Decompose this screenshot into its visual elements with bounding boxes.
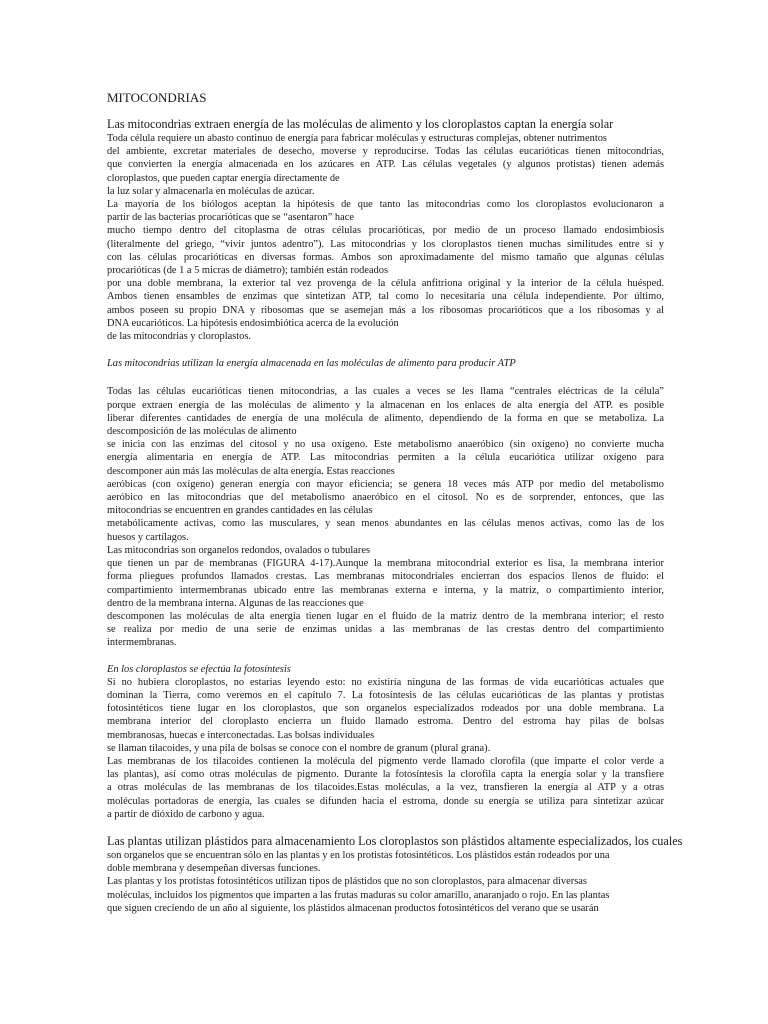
text-line: se realiza por medio de una serie de enzimas unidas a las membranas de las crestas dentro del compartimiento bbox=[107, 624, 664, 636]
text-line: DNA eucarióticos. La hipótesis endosimbiótica acerca de la evolución bbox=[107, 317, 399, 329]
text-line: se inicia con las enzimas del citosol y no usa oxígeno. Este metabolismo anaeróbico (sin oxígeno) no convierte mucha bbox=[107, 439, 664, 451]
text-line: La mayoría de los biólogos aceptan la hipótesis de que tanto las mitocondrias como los cloroplastos evolucionaron a bbox=[107, 199, 664, 211]
text-line: por una doble membrana, la exterior tal vez provenga de la célula anfitriona original y la interior de la célula huésped. bbox=[107, 278, 664, 290]
text-line: doble membrana y desempeñan diversas funciones. bbox=[107, 863, 321, 875]
text-line: moléculas portadoras de energía, las cuales se difunden hacia el estroma, donde su energía se utiliza para sintetizar azúcar bbox=[107, 795, 664, 807]
section-s4 bbox=[107, 663, 664, 821]
section-s2 bbox=[107, 357, 664, 370]
text-line: descomposición de las moléculas de alimento bbox=[107, 426, 297, 438]
page-title: MITOCONDRIAS bbox=[107, 90, 207, 105]
text-line: (literalmente del griego, “vivir juntos adentro”). Las mitocondrias y los cloroplastos tienen muchas similitudes entre sí y bbox=[107, 238, 664, 250]
section-s3 bbox=[107, 385, 664, 649]
text-line: Toda célula requiere un abasto continuo de energía para fabricar moléculas y estructuras complejas, obtener nutrimentos bbox=[107, 133, 607, 144]
section-heading: En los cloroplastos se efectúa la fotosíntesis bbox=[107, 663, 291, 675]
text-line: liberar diferentes cantidades de energía de una molécula de alimento, dependiendo de la forma en que se metaboliza. La bbox=[107, 412, 664, 424]
text-line: Las mitocondrias son organelos redondos, ovalados o tubulares bbox=[107, 544, 370, 556]
text-line: forma pliegues profundos llamados crestas. Las membranas mitocondriales encierran dos espacios llenos de fluido: el bbox=[107, 571, 664, 583]
text-line: compartimiento intermembranas ubicado entre las membranas externa e interna, y la matriz, o compartimiento interior, bbox=[107, 584, 664, 596]
text-line: membrana interior del cloroplasto encierra un fluido llamado estroma. Dentro del estroma hay pilas de bolsas bbox=[107, 716, 664, 728]
text-line: dentro de la membrana interna. Algunas de las reacciones que bbox=[107, 597, 364, 609]
text-line: descomponer aún más las moléculas de alta energía. Estas reacciones bbox=[107, 465, 395, 477]
text-line: con las células procarióticas en diversas formas. Ambos son aproximadamente del mismo tamaño que algunas células bbox=[107, 251, 664, 263]
document-body bbox=[107, 117, 683, 915]
text-line: mitocondrias se encuentren en grandes cantidades en las células bbox=[107, 505, 373, 517]
text-line: Las membranas de los tilacoides contienen la molécula del pigmento verde llamado clorofila (que imparte el color verde a bbox=[107, 755, 664, 767]
text-line: intermembranas. bbox=[107, 637, 177, 649]
text-line: energía alimentaria en energía de ATP. Las mitocondrias permiten a la célula eucariótica utilizar oxígeno para bbox=[107, 452, 664, 464]
text-line: porque extraen energía de las moléculas de alimento y la almacenan en los enlaces de alta energía del ATP. es posible bbox=[107, 399, 664, 411]
text-line: Las plantas y los protistas fotosintéticos utilizan tipos de plástidos que no son cloroplastos, para almacenar diversas bbox=[107, 876, 587, 888]
text-line: ambos poseen su propio DNA y ribosomas que se asemejan más a los ribosomas procarióticos que a los ribosomas y al bbox=[107, 304, 664, 316]
text-line: que convierten la energía almacenada en los azúcares en ATP. Las células vegetales (y algunos protistas) tienen además bbox=[107, 159, 664, 171]
text-line: se llaman tilacoides, y una pila de bolsas se conoce con el nombre de granum (plural grana). bbox=[107, 742, 491, 754]
section-heading: Las mitocondrias extraen energía de las moléculas de alimento y los cloroplastos captan la energía solar bbox=[107, 117, 614, 131]
text-line: moléculas, incluidos los pigmentos que imparten a las frutas maduras su color amarillo, anaranjado o rojo. En las plantas bbox=[107, 889, 610, 901]
text-line: de las mitocondrias y cloroplastos. bbox=[107, 331, 251, 343]
text-line: dominan la Tierra, como veremos en el capítulo 7. La fotosíntesis de las células eucarióticas de las plantas y protistas bbox=[107, 689, 664, 701]
section-s1 bbox=[107, 117, 664, 343]
section-gap bbox=[107, 370, 664, 385]
text-line: Ambos tienen ensambles de enzimas que sintetizan ATP, tal como lo necesitaría una célula independiente. Por último, bbox=[107, 291, 664, 303]
text-line: a otras moléculas de las membranas de los tilacoides.Estas moléculas, a la vez, transfieren la energía al ATP y a otras bbox=[107, 782, 664, 794]
text-line: Todas las células eucarióticas tienen mitocondrias, a las cuales a veces se les llama “centrales eléctricas de la célula” bbox=[107, 386, 664, 398]
text-line: huesos y cartílagos. bbox=[107, 531, 189, 543]
text-line: fotosintéticos tiene lugar en los cloroplastos, que son organelos especializados rodeados por una doble membrana. La bbox=[107, 703, 664, 715]
text-line: del ambiente, excretar materiales de desecho, moverse y reproducirse. Todas las células eucarióticas tienen mitocondrias, bbox=[107, 146, 664, 158]
section-heading: Las plantas utilizan plástidos para almacenamiento Los cloroplastos son plástidos altamente especializados, los cuales bbox=[107, 833, 683, 848]
text-line: cloroplastos, que pueden captar energía directamente de bbox=[107, 172, 340, 184]
text-line: aeróbico en las mitocondrias que del metabolismo anaeróbico en el citosol. No es de sorprender, entonces, que las bbox=[107, 492, 664, 504]
text-line: las plantas), así como otras moléculas de pigmento. Durante la fotosíntesis la clorofila capta la energía solar y la transfiere bbox=[107, 769, 664, 781]
section-gap bbox=[107, 821, 664, 834]
text-line: procarióticas (de 1 a 5 micras de diámetro); también están rodeados bbox=[107, 265, 389, 277]
section-gap bbox=[107, 650, 664, 663]
text-line: a partir de dióxido de carbono y agua. bbox=[107, 808, 265, 820]
text-line: partir de las bacterias procarióticas que se “asentaron” hace bbox=[107, 212, 354, 224]
text-line: son organelos que se encuentran sólo en las plantas y en los protistas fotosintéticos. Los plástidos están rodeados por una bbox=[107, 849, 610, 861]
text-line: mucho tiempo dentro del citoplasma de otras células procarióticas, por medio de un proceso llamado endosimbiosis bbox=[107, 225, 664, 237]
text-line: que tienen un par de membranas (FIGURA 4-17).Aunque la membrana mitocondrial exterior es lisa, la membrana interior bbox=[107, 558, 664, 570]
text-line: Si no hubiera cloroplastos, no estarías leyendo esto: no existiría ninguna de las formas de vida eucarióticas actuales que bbox=[107, 676, 664, 688]
section-gap bbox=[107, 343, 664, 357]
text-line: la luz solar y almacenarla en moléculas de azúcar. bbox=[107, 185, 315, 197]
text-line: descomponen las moléculas de alta energía tienen lugar en el fluido de la matriz dentro de la membrana interior; el resto bbox=[107, 610, 664, 622]
text-line: aeróbicas (con oxígeno) generan energía con mayor eficiencia; se genera 18 veces más ATP por medio del metabolismo bbox=[107, 478, 664, 490]
text-line: que siguen creciendo de un año al siguiente, los plástidos almacenan productos fotosintéticos del verano que se usarán bbox=[107, 902, 599, 914]
section-s5 bbox=[107, 833, 683, 915]
text-line: membranosas, huecas e interconectadas. Las bolsas individuales bbox=[107, 729, 375, 741]
text-line: metabólicamente activas, como las musculares, y sean menos abundantes en las células menos activas, como las de los bbox=[107, 518, 664, 530]
section-heading: Las mitocondrias utilizan la energía almacenada en las moléculas de alimento para producir ATP bbox=[107, 358, 516, 370]
